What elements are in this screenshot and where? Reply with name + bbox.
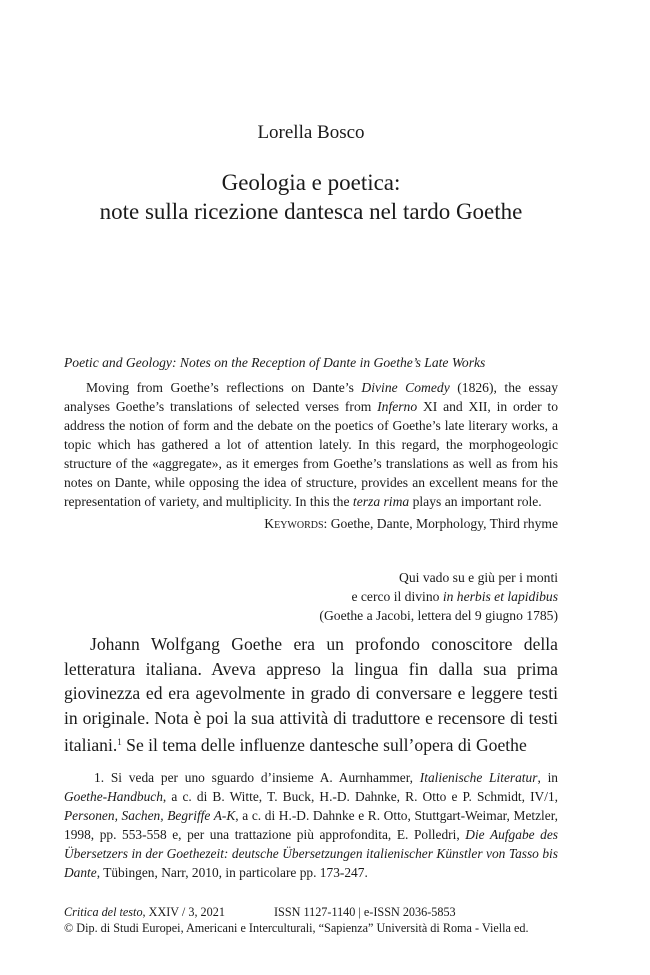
- epigraph-attribution: (Goethe a Jacobi, lettera del 9 giugno 1785): [319, 608, 558, 623]
- author-name: Lorella Bosco: [257, 122, 365, 143]
- epigraph-line-1: Qui vado su e giù per i monti: [399, 570, 558, 585]
- title-line-1: Geologia e poetica:: [221, 170, 401, 195]
- abstract: [64, 378, 558, 511]
- epigraph-line-2: e cerco il divino in herbis et lapidibus: [351, 589, 558, 604]
- issn: ISSN 1127-1140 | e-ISSN 2036-5853: [274, 905, 456, 919]
- body-paragraph: Johann Wolfgang Goethe era un profondo conoscitore della letteratura italiana. Aveva appreso la lingua fin dalla sua prima giovinezza ed era agevolmente in grado di conversare e leggere testi in originale. Nota è poi la sua attività di traduttore e recensore di testi italiani.$^1$ Se il tema delle influenze dantesche sull’opera di Goethe: [64, 634, 558, 755]
- title-line-2: note sulla ricezione dantesca nel tardo Goethe: [99, 199, 523, 224]
- keywords-list: : Goethe, Dante, Morphology, Third rhyme: [323, 516, 558, 531]
- abstract-title: Poetic and Geology: Notes on the Reception of Dante in Goethe’s Late Works: [64, 355, 486, 370]
- copyright: © Dip. di Studi Europei, Americani e Interculturali, “Sapienza” Università di Roma - Viella ed.: [64, 921, 529, 935]
- page-footer: [64, 904, 558, 936]
- keywords-label: Keywords: [264, 516, 324, 531]
- footnote-ref-1[interactable]: 1: [117, 737, 122, 747]
- keywords: [64, 516, 558, 532]
- body-text: [64, 632, 558, 758]
- footnote-1: 1. Si veda per uno sguardo d’insieme A. Aurnhammer, Italienische Literatur, in Goethe-Handbuch, a c. di B. Witte, T. Buck, H.-D. Dahnke, R. Otto e P. Schmidt, IV/1, Personen, Sachen, Begriffe A-K, a c. di H.-D. Dahnke e R. Otto, Stuttgart-Weimar, Metzler, 1998, pp. 553-558 e, per una trattazione più approfondita, E. Polledri, Die Aufgabe des Übersetzers in der Goethezeit: deutsche Übersetzungen italienischer Künstler von Tasso bis Dante, Tübingen, Narr, 2010, in particolare pp. 173-247.: [64, 770, 559, 880]
- journal-citation: Critica del testo, XXIV / 3, 2021: [64, 905, 225, 919]
- abstract-paragraph: Moving from Goethe’s reflections on Dante’s Divine Comedy (1826), the essay analyses Goethe’s translations of selected verses from Inferno XI and XII, in order to address the notion of form and the debate on the poetics of Goethe’s late literary works, a topic which has gathered a lot of attention lately. In this regard, the morphogeologic structure of the «aggregate», as it emerges from Goethe’s translations as well as from his notes on Dante, while opposing the idea of structure, provides an excellent means for the representation of variety, and multiplicity. In this the terza rima plays an important role.: [64, 380, 559, 509]
- epigraph: [64, 568, 558, 625]
- article-title: [64, 168, 558, 226]
